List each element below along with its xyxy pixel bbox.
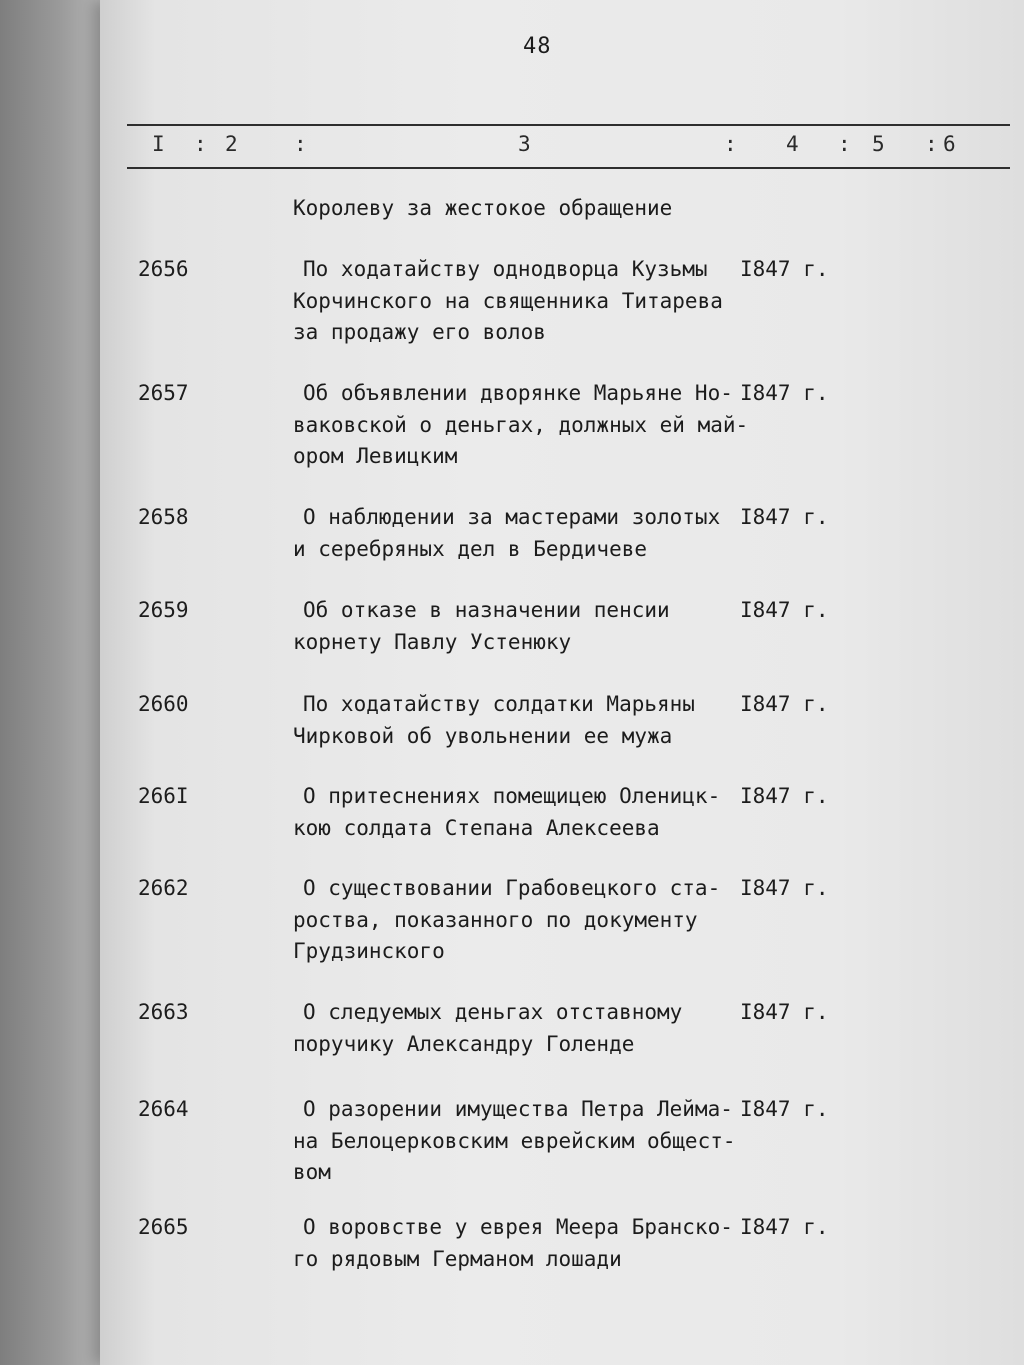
entry-description xyxy=(293,378,749,473)
entry-number: 2665 xyxy=(138,1215,189,1239)
entry-year: I847 г. xyxy=(740,784,829,808)
entry-year: I847 г. xyxy=(740,505,829,529)
entry-year: I847 г. xyxy=(740,1097,829,1121)
column-separator: : xyxy=(194,132,207,156)
column-separator: : xyxy=(294,132,307,156)
entry-year: I847 г. xyxy=(740,1215,829,1239)
description-line: го рядовым Германом лошади xyxy=(293,1246,622,1271)
description-line: корнету Павлу Устенюку xyxy=(293,629,572,654)
description-line: По ходатайству солдатки Марьяны xyxy=(303,692,695,716)
document-page xyxy=(100,0,1024,1365)
entry-year: I847 г. xyxy=(740,876,829,900)
entry-year: I847 г. xyxy=(740,381,829,405)
column-header-2: 2 xyxy=(225,132,238,156)
column-separator: : xyxy=(724,132,737,156)
column-header-1: I xyxy=(152,132,165,156)
entry-number: 2662 xyxy=(138,876,189,900)
entry-number: 2660 xyxy=(138,692,189,716)
description-line: ором Левицким xyxy=(293,444,458,468)
previous-page-edge xyxy=(0,0,108,1365)
description-line: По ходатайству однодворца Кузьмы xyxy=(303,257,708,281)
entry-number: 2656 xyxy=(138,257,189,281)
description-line: О разорении имущества Петра Лейма- xyxy=(303,1097,733,1121)
header-rule-bottom xyxy=(127,167,1010,169)
description-line: роства, показанного по документу xyxy=(293,907,698,932)
column-header-5: 5 xyxy=(872,132,885,156)
description-line: О притеснениях помещицею Оленицк- xyxy=(303,784,721,808)
description-line: О воровстве у еврея Меера Бранско- xyxy=(303,1215,733,1239)
entry-number: 2663 xyxy=(138,1000,189,1024)
entry-number: 2659 xyxy=(138,598,189,622)
entry-number: 2658 xyxy=(138,505,189,529)
description-line: кою солдата Степана Алексеева xyxy=(293,815,660,840)
column-header-3: 3 xyxy=(518,132,531,156)
description-line: Чирковой об увольнении ее мужа xyxy=(293,723,673,748)
description-line: О наблюдении за мастерами золотых xyxy=(303,505,721,529)
description-line: и серебряных дел в Бердичеве xyxy=(293,536,648,561)
column-separator: : xyxy=(925,132,938,156)
column-separator: : xyxy=(838,132,851,156)
description-line: Корчинского на священника Титарева xyxy=(293,288,723,313)
entry-description xyxy=(293,873,733,968)
description-line: на Белоцерковским еврейским общест- xyxy=(293,1128,736,1153)
description-line: вом xyxy=(293,1160,331,1184)
entry-description xyxy=(293,689,733,752)
entry-year: I847 г. xyxy=(740,1000,829,1024)
description-line: ваковской о деньгах, должных ей май- xyxy=(293,412,749,437)
column-header-6: 6 xyxy=(943,132,956,156)
entry-year: I847 г. xyxy=(740,598,829,622)
entry-year: I847 г. xyxy=(740,692,829,716)
description-line: Об отказе в назначении пенсии xyxy=(303,598,670,622)
description-line: О следуемых деньгах отставному xyxy=(303,1000,683,1024)
entry-number: 266I xyxy=(138,784,189,808)
entry-description xyxy=(293,781,733,844)
entry-year: I847 г. xyxy=(740,257,829,281)
header-rule-top xyxy=(127,124,1010,126)
entry-number: 2657 xyxy=(138,381,189,405)
column-header-4: 4 xyxy=(786,132,799,156)
entry-description xyxy=(293,997,733,1060)
description-line: поручику Александру Голенде xyxy=(293,1031,635,1056)
entry-description xyxy=(293,1212,733,1275)
description-line: Об объявлении дворянке Марьяне Но- xyxy=(303,381,733,405)
entry-description xyxy=(293,254,733,349)
entry-number: 2664 xyxy=(138,1097,189,1121)
entry-description xyxy=(293,502,733,565)
page-number: 48 xyxy=(523,34,552,59)
entry-description xyxy=(293,1094,736,1189)
description-line: О существовании Грабовецкого ста- xyxy=(303,876,721,900)
description-line: Королеву за жестокое обращение xyxy=(293,196,673,220)
entry-description xyxy=(293,595,733,658)
description-line: за продажу его волов xyxy=(293,320,546,344)
entry-description xyxy=(293,193,733,225)
description-line: Грудзинского xyxy=(293,939,445,963)
